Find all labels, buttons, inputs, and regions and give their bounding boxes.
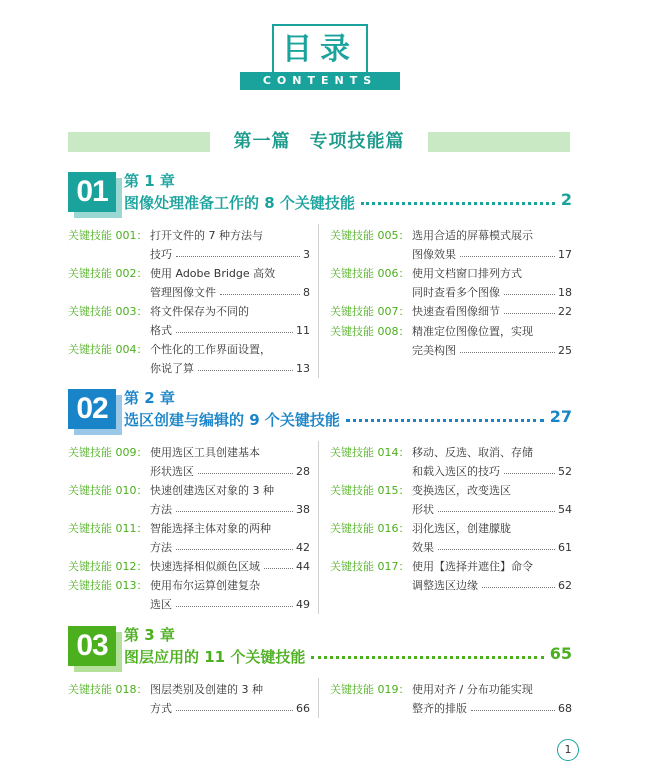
leader-dots (176, 595, 293, 607)
chapter-page-number: 27 (549, 407, 572, 426)
skill-number: 关键技能 007： (330, 305, 410, 318)
toc-entry[interactable] (68, 443, 310, 481)
skill-number: 关键技能 005： (330, 229, 410, 242)
leader-dots (482, 576, 555, 588)
skill-number: 关键技能 013： (68, 579, 148, 592)
toc-entry[interactable] (330, 264, 572, 302)
leader-dots (438, 538, 555, 550)
skill-title-line1: 打开文件的 7 种方法与 (150, 229, 263, 242)
skill-number: 关键技能 012： (68, 560, 148, 573)
skill-title-line1: 使用对齐 / 分布功能实现 (412, 683, 533, 696)
skill-title-line1: 使用 Adobe Bridge 高效 (150, 267, 276, 280)
leader-dots (176, 245, 300, 257)
skill-title-line1: 使用【选择并遮住】命令 (412, 560, 533, 573)
skill-title-line2: 完美构图 (412, 344, 456, 357)
chapter-heading[interactable] (68, 172, 572, 218)
skill-page-number: 62 (558, 579, 572, 592)
toc-entry[interactable] (330, 519, 572, 557)
leader-dots (198, 462, 293, 474)
chapter-label: 第 3 章 (124, 626, 175, 644)
skill-title-line2: 方法 (150, 503, 172, 516)
chapter-page-number: 2 (560, 190, 572, 209)
skill-page-number: 8 (303, 286, 310, 299)
skill-page-number: 18 (558, 286, 572, 299)
skill-page-number: 68 (558, 702, 572, 715)
skill-page-number: 52 (558, 465, 572, 478)
toc-entry[interactable] (68, 264, 310, 302)
leader-dots (504, 283, 555, 295)
leader-dots (438, 500, 555, 512)
chapter-number-badge: 02 (68, 389, 116, 429)
skill-number: 关键技能 011： (68, 522, 148, 535)
chapter-heading[interactable] (68, 626, 572, 672)
toc-entry[interactable] (330, 557, 572, 595)
skill-page-number: 25 (558, 344, 572, 357)
skill-title-line2: 图像效果 (412, 248, 456, 261)
toc-entry[interactable] (330, 226, 572, 264)
page-title: 目录 (282, 32, 358, 67)
skill-number: 关键技能 010： (68, 484, 148, 497)
column-divider (318, 441, 319, 614)
skill-number: 关键技能 017： (330, 560, 410, 573)
leader-dots (504, 462, 555, 474)
skill-title-line2: 技巧 (150, 248, 172, 261)
skill-title-line2: 和载入选区的技巧 (412, 465, 500, 478)
leader-dots (264, 557, 293, 569)
skill-page-number: 61 (558, 541, 572, 554)
skill-page-number: 54 (558, 503, 572, 516)
part-banner (68, 128, 570, 156)
toc-entry[interactable] (330, 443, 572, 481)
chapter-label: 第 1 章 (124, 172, 175, 190)
skill-title-line1: 选用合适的屏幕模式展示 (412, 229, 533, 242)
chapter-leader-dots (361, 202, 555, 205)
skill-title-line1: 使用选区工具创建基本 (150, 446, 260, 459)
toc-entry[interactable] (68, 481, 310, 519)
skill-title-line2: 你说了算 (150, 362, 194, 375)
skill-title-line1: 精准定位图像位置，实现 (412, 325, 533, 338)
leader-dots (460, 245, 555, 257)
banner-right-bar (428, 132, 570, 152)
leader-dots (176, 500, 293, 512)
skill-title-line1: 个性化的工作界面设置， (150, 343, 271, 356)
part-title: 第一篇 专项技能篇 (233, 131, 405, 152)
skill-title-line1: 快速查看图像细节 (412, 305, 500, 318)
contents-subtitle: CONTENTS (240, 72, 400, 90)
skill-title-line1: 使用布尔运算创建复杂 (150, 579, 260, 592)
chapter-leader-dots (346, 419, 544, 422)
skill-page-number: 38 (296, 503, 310, 516)
skill-number: 关键技能 004： (68, 343, 148, 356)
leader-dots (176, 699, 293, 711)
skill-page-number: 17 (558, 248, 572, 261)
skill-number: 关键技能 019： (330, 683, 410, 696)
banner-left-bar (68, 132, 210, 152)
skill-page-number: 49 (296, 598, 310, 611)
skill-number: 关键技能 002： (68, 267, 148, 280)
toc-entry[interactable] (330, 322, 572, 360)
chapter-heading[interactable] (68, 389, 572, 435)
skill-number: 关键技能 006： (330, 267, 410, 280)
skill-page-number: 44 (296, 560, 310, 573)
skill-number: 关键技能 001： (68, 229, 148, 242)
skill-number: 关键技能 015： (330, 484, 410, 497)
toc-entry[interactable] (68, 519, 310, 557)
skill-title-line1: 变换选区，改变选区 (412, 484, 511, 497)
skill-title-line2: 效果 (412, 541, 434, 554)
column-divider (318, 678, 319, 718)
skill-page-number: 28 (296, 465, 310, 478)
skill-title-line2: 形状 (412, 503, 434, 516)
leader-dots (460, 341, 555, 353)
toc-entry[interactable] (68, 226, 310, 264)
contents-header (0, 0, 650, 100)
chapter-number-badge: 01 (68, 172, 116, 212)
leader-dots (504, 302, 555, 314)
skill-page-number: 66 (296, 702, 310, 715)
toc-entry[interactable] (68, 302, 310, 340)
skill-page-number: 13 (296, 362, 310, 375)
toc-entry[interactable] (330, 680, 572, 718)
skill-number: 关键技能 018： (68, 683, 148, 696)
skill-title-line1: 智能选择主体对象的两种 (150, 522, 271, 535)
skill-title-line1: 快速创建选区对象的 3 种 (150, 484, 274, 497)
skill-title-line2: 形状选区 (150, 465, 194, 478)
skill-title-line2: 调整选区边缘 (412, 579, 478, 592)
skill-title-line2: 方法 (150, 541, 172, 554)
skill-number: 关键技能 016： (330, 522, 410, 535)
skill-title-line2: 整齐的排版 (412, 702, 467, 715)
skill-title-line1: 将文件保存为不同的 (150, 305, 249, 318)
chapter-title: 选区创建与编辑的 9 个关键技能 (124, 411, 340, 429)
skill-title-line1: 移动、反选、取消、存储 (412, 446, 533, 459)
skill-title-line2: 同时查看多个图像 (412, 286, 500, 299)
skill-page-number: 3 (303, 248, 310, 261)
chapter-number-badge: 03 (68, 626, 116, 666)
skill-title-line2: 选区 (150, 598, 172, 611)
leader-dots (471, 699, 555, 711)
chapter-title: 图像处理准备工作的 8 个关键技能 (124, 194, 355, 212)
toc-entry[interactable] (330, 481, 572, 519)
leader-dots (176, 321, 293, 333)
skill-title-line2: 管理图像文件 (150, 286, 216, 299)
toc-entry[interactable] (68, 680, 310, 718)
skill-title-line1: 图层类别及创建的 3 种 (150, 683, 263, 696)
leader-dots (198, 359, 293, 371)
page-number: 1 (557, 739, 579, 761)
leader-dots (220, 283, 300, 295)
toc-entry[interactable] (68, 576, 310, 614)
column-divider (318, 224, 319, 378)
chapter-page-number: 65 (549, 644, 572, 663)
chapter-label: 第 2 章 (124, 389, 175, 407)
skill-number: 关键技能 008： (330, 325, 410, 338)
skill-number: 关键技能 009： (68, 446, 148, 459)
leader-dots (176, 538, 293, 550)
chapter-title: 图层应用的 11 个关键技能 (124, 648, 306, 666)
skill-title-line1: 使用文档窗口排列方式 (412, 267, 522, 280)
skill-title-line1: 快速选择相似颜色区域 (150, 560, 260, 573)
skill-number: 关键技能 003： (68, 305, 148, 318)
toc-entry[interactable] (68, 340, 310, 378)
skill-page-number: 11 (296, 324, 310, 337)
skill-page-number: 22 (558, 305, 572, 318)
skill-title-line2: 格式 (150, 324, 172, 337)
skill-title-line1: 羽化选区，创建朦胧 (412, 522, 511, 535)
skill-number: 关键技能 014： (330, 446, 410, 459)
skill-page-number: 42 (296, 541, 310, 554)
chapter-leader-dots (311, 656, 544, 659)
skill-title-line2: 方式 (150, 702, 172, 715)
